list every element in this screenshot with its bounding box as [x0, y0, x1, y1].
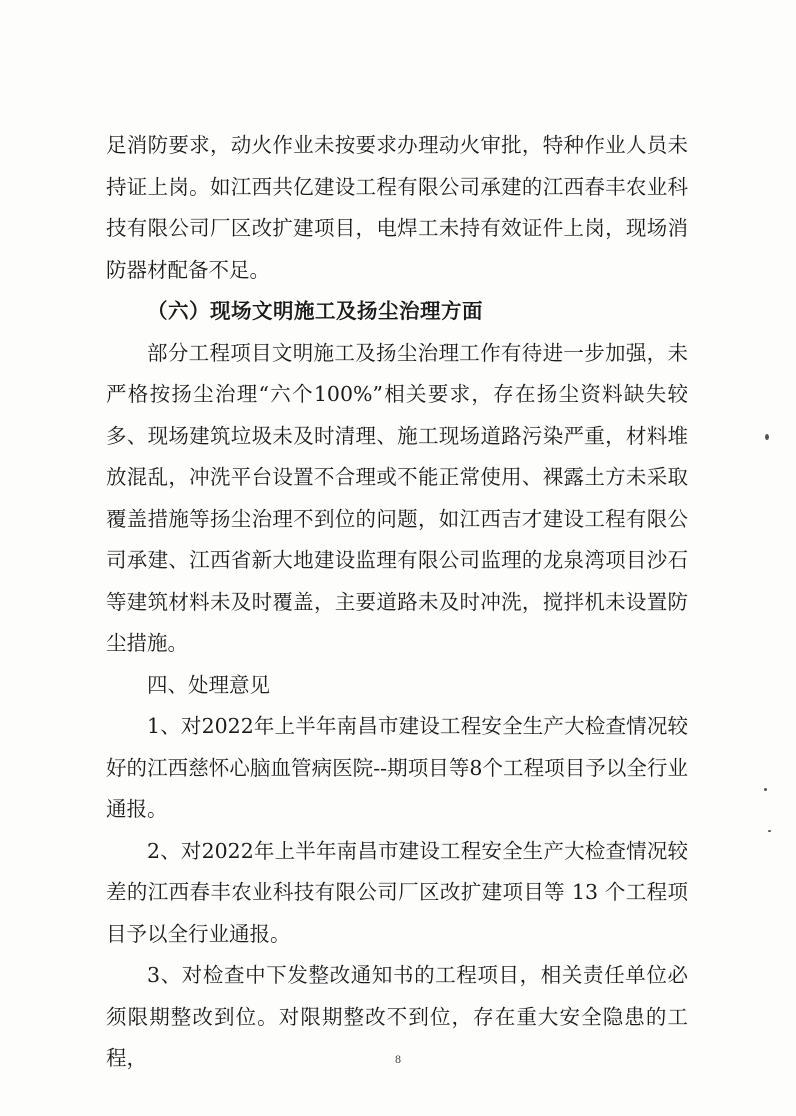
paragraph-fire-safety-continued: 足消防要求，动火作业未按要求办理动火审批，特种作业人员未持证上岗。如江西共亿建设工程有限公司承建的江西春丰农业科技有限公司厂区改扩建项目，电焊工未持有效证件上岗，现场消防器材配备不足。 [106, 133, 688, 282]
list-item-2: 2、对2022年上半年南昌市建设工程安全生产大检查情况较差的江西春丰农业科技有限公司厂区改扩建项目等 13 个工程项目予以全行业通报。 [106, 838, 688, 946]
section-heading-civilized-construction: （六）现场文明施工及扬尘治理方面 [147, 299, 483, 323]
paragraph-dust-control: 部分工程项目文明施工及扬尘治理工作有待进一步加强，未严格按扬尘治理“六个100%”相关要求，存在扬尘资料缺失较多、现场建筑垃圾未及时清理、施工现场道路污染严重，材料堆放混乱，冲洗平台设置不合理或不能正常使用、裸露土方未采取覆盖措施等扬尘治理不到位的问题，如江西吉才建设工程有限公司承建、江西省新大地建设监理有限公司监理的龙泉湾项目沙石等建筑材料未及时覆盖，主要道路未及时冲洗，搅拌机未设置防尘措施。 [106, 340, 688, 655]
list-item-3: 3、对检查中下发整改通知书的工程项目，相关责任单位必须限期整改到位。对限期整改不到位，存在重大安全隐患的工程， [106, 963, 688, 1070]
list-item-1: 1、对2022年上半年南昌市建设工程安全生产大检查情况较好的江西慈怀心脑血管病医院--期项目等8个工程项目予以全行业通报。 [106, 714, 688, 821]
scan-speck [764, 788, 767, 791]
section-heading-handling-opinions: 四、处理意见 [147, 672, 270, 697]
scan-speck [768, 830, 771, 832]
page-number: 8 [395, 1052, 401, 1066]
scan-speck [765, 434, 769, 440]
document-body [106, 125, 688, 1080]
